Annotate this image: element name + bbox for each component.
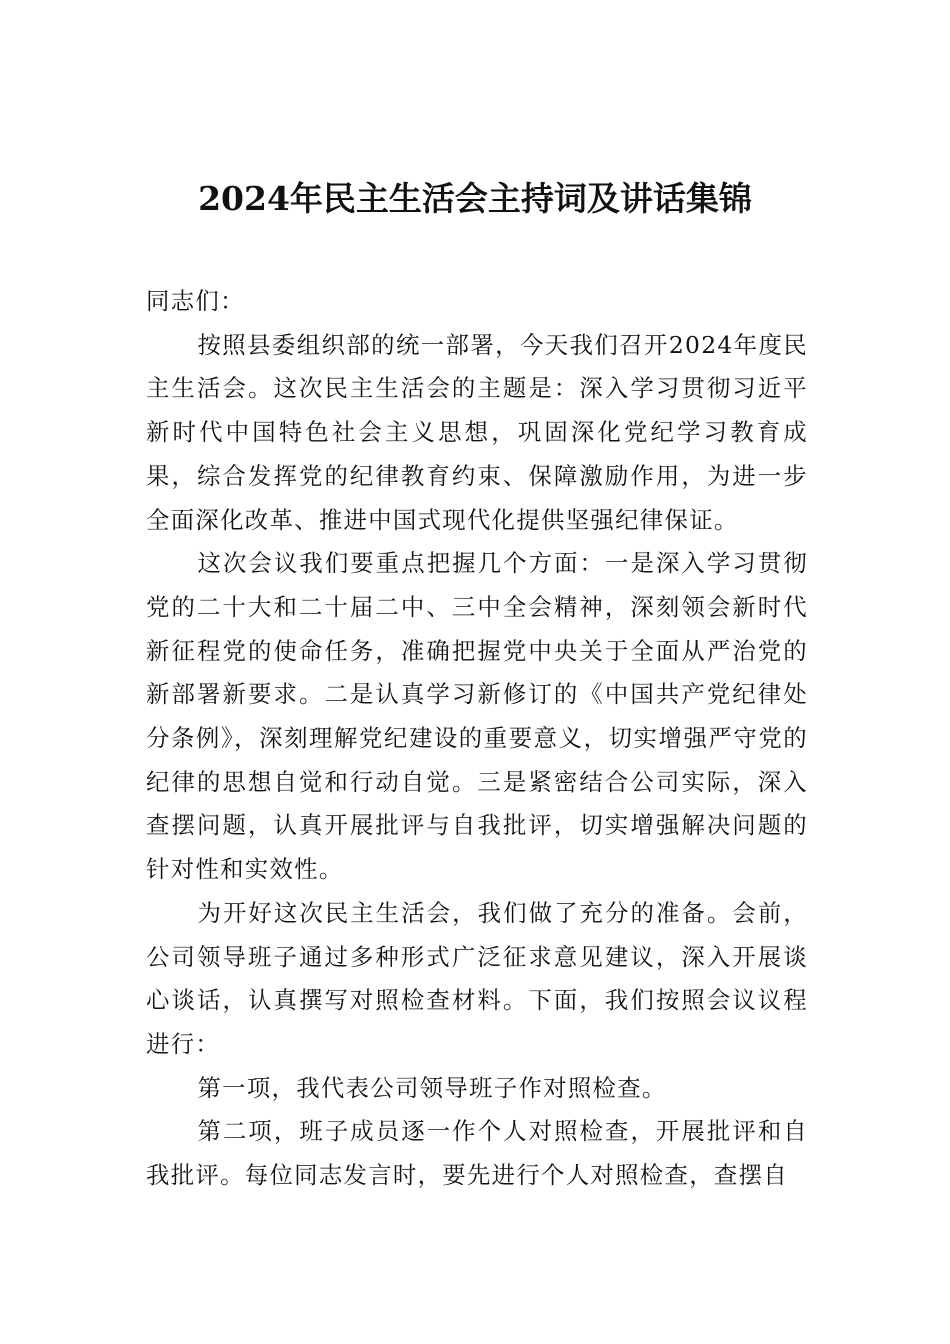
document-body — [146, 280, 808, 1198]
paragraph-2: 这次会议我们要重点把握几个方面：一是深入学习贯彻党的二十大和二十届二中、三中全会精神，深刻领会新时代新征程党的使命任务，准确把握党中央关于全面从严治党的新部署新要求。二是认真学习新修订的《中国共产党纪律处分条例》，深刻理解党纪建设的重要意义，切实增强严守党的纪律的思想自觉和行动自觉。三是紧密结合公司实际，深入查摆问题，认真开展批评与自我批评，切实增强解决问题的针对性和实效性。 — [146, 549, 808, 884]
paragraph-4: 第一项，我代表公司领导班子作对照检查。 — [197, 1073, 667, 1102]
greeting: 同志们： — [146, 287, 245, 315]
paragraph-1: 按照县委组织部的统一部署，今天我们召开2024年度民主生活会。这次民主生活会的主题是：深入学习贯彻习近平新时代中国特色社会主义思想，巩固深化党纪学习教育成果，综合发挥党的纪律教育约束、保障激励作用，为进一步全面深化改革、推进中国式现代化提供坚强纪律保证。 — [146, 330, 808, 534]
paragraph-3: 为开好这次民主生活会，我们做了充分的准备。会前，公司领导班子通过多种形式广泛征求意见建议，深入开展谈心谈话，认真撰写对照检查材料。下面，我们按照会议议程进行： — [146, 898, 808, 1058]
paragraph-5: 第二项，班子成员逐一作个人对照检查，开展批评和自我批评。每位同志发言时，要先进行个人对照检查，查摆自 — [146, 1117, 808, 1190]
document-title: 2024年民主生活会主持词及讲话集锦 — [198, 179, 752, 218]
